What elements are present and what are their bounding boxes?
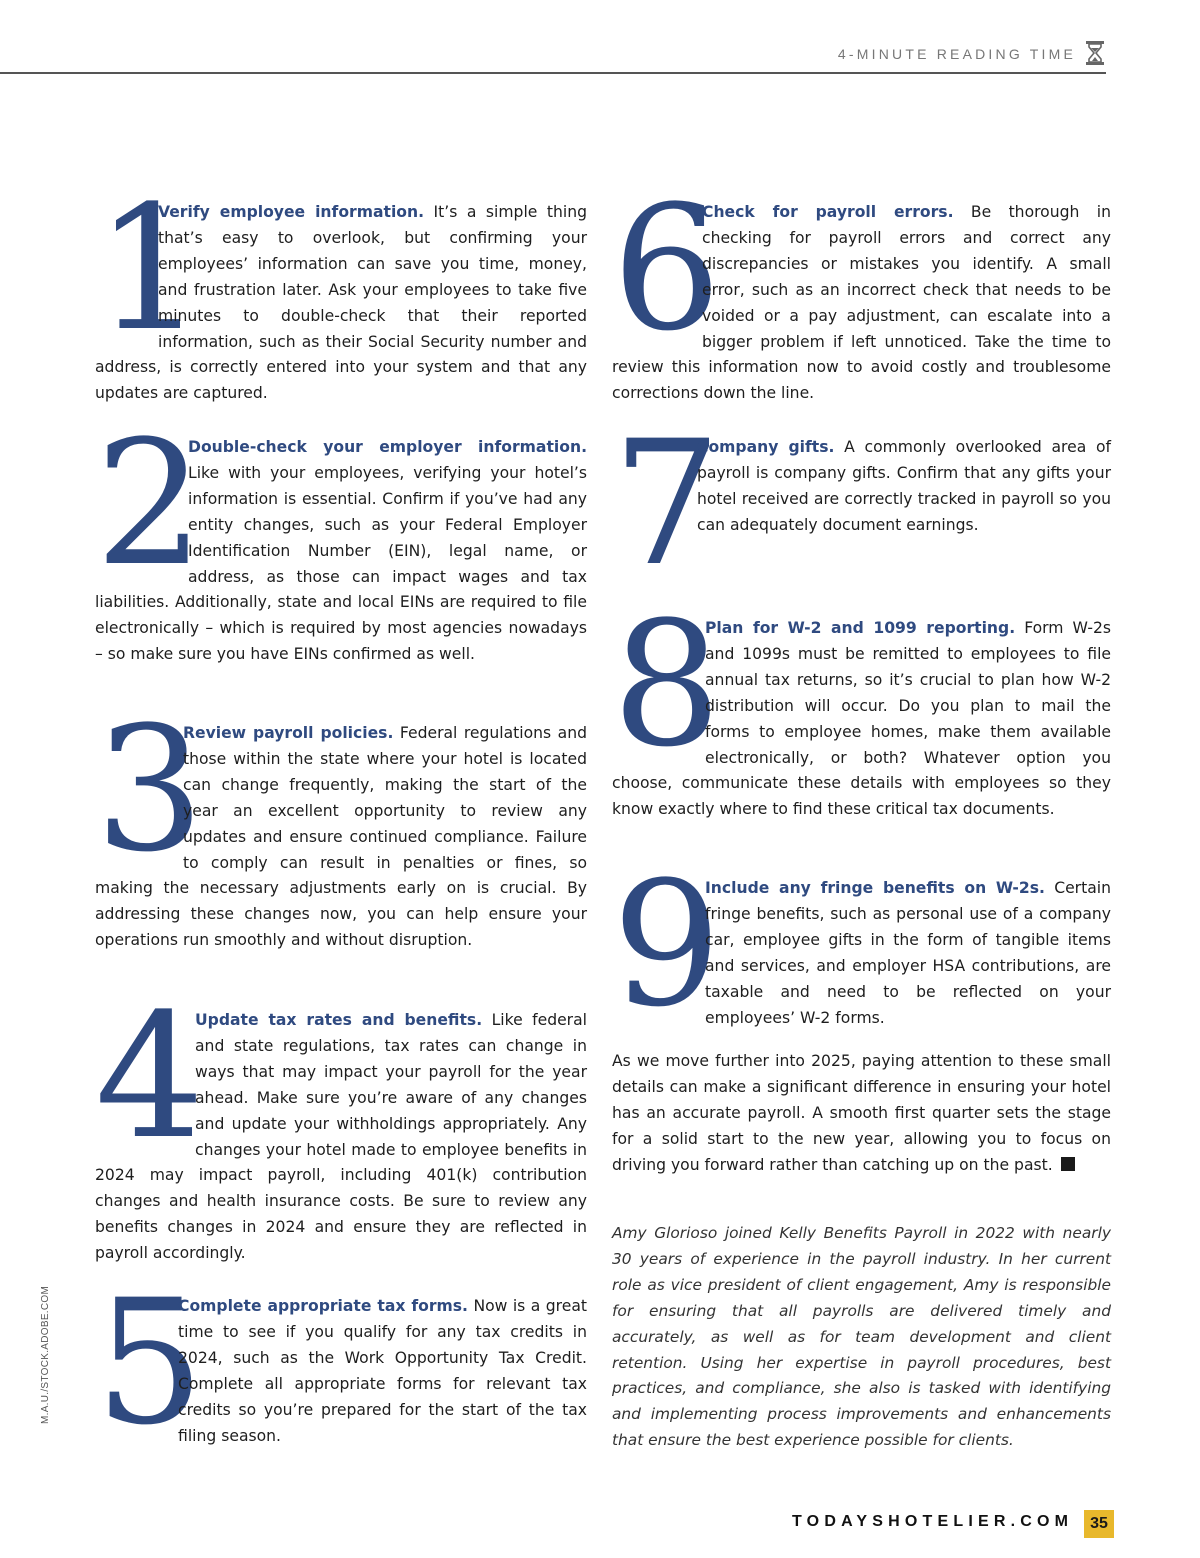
author-bio: Amy Glorioso joined Kelly Benefits Payroll in 2022 with nearly 30 years of experience in the payroll industry. In her current role as vice president of client engagement, Amy is responsible for ensuring that all payrolls are delivered timely and accurately, as well as for team development and client retention. Using her expertise in payroll procedures, best practices, and compliance, she also is tasked with identifying and implementing process improvements and enhancements that ensure the best experience possible for clients. <box>612 1224 1111 1450</box>
tip-item-3 <box>95 689 587 954</box>
tip-item-7 <box>612 403 1111 604</box>
tip-item-1 <box>95 168 587 407</box>
tip-body: Like federal and state regulations, tax rates can change in ways that may impact your payroll for the year ahead. Make sure you’re aware of any changes and update your withholdings appropriately. Any changes your hotel made to employee benefits in 2024 may impact payroll, including 401(k) contribution changes and health insurance costs. Be sure to review any benefits changes in 2024 and ensure they are reflected in payroll accordingly. <box>95 1011 587 1263</box>
big-number: 6 <box>612 168 722 369</box>
reading-time-label: 4-MINUTE READING TIME <box>837 46 1076 62</box>
big-number: 5 <box>95 1262 205 1463</box>
page-number-badge: 35 <box>1084 1510 1114 1538</box>
big-number: 4 <box>95 976 205 1177</box>
big-number: 9 <box>612 844 722 1045</box>
tip-paragraph <box>95 168 587 407</box>
tip-body: It’s a simple thing that’s easy to overlook, but confirming your employees’ information can save you time, money, and frustration later. Ask your employees to take five minutes to double-check that their reported information, such as their Social Security number and address, is correctly entered into your system and that any updates are captured. <box>95 203 587 403</box>
closing-paragraph <box>612 1049 1111 1179</box>
tip-item-2 <box>95 403 587 668</box>
tip-item-8 <box>612 584 1112 823</box>
tip-heading: Review payroll policies. <box>183 724 394 742</box>
tip-item-9 <box>612 844 1111 1045</box>
tip-heading: Update tax rates and benefits. <box>195 1011 483 1029</box>
site-url: TODAYSHOTELIER.COM <box>792 1513 1074 1530</box>
tip-heading: Include any fringe benefits on W-2s. <box>705 879 1045 897</box>
tip-body: Now is a great time to see if you qualify for any tax credits in 2024, such as the Work Opportunity Tax Credit. Complete all appropriate forms for relevant tax credits so you’re prepared for the start of the tax filing season. <box>178 1297 588 1445</box>
tip-item-6 <box>612 168 1111 407</box>
tip-heading: Company gifts. <box>697 438 835 456</box>
big-number: 7 <box>612 403 722 604</box>
end-of-article-mark <box>1061 1157 1075 1171</box>
closing-text: As we move further into 2025, paying attention to these small details can make a significant difference in ensuring your hotel has an accurate payroll. A smooth first quarter sets the stage for a solid start to the new year, allowing you to focus on driving you forward rather than catching up on the past. <box>612 1052 1111 1174</box>
tip-heading: Check for payroll errors. <box>702 203 954 221</box>
photo-credit: M.A.U./STOCK.ADOBE.COM <box>40 1285 51 1424</box>
big-number: 2 <box>95 403 205 604</box>
big-number: 3 <box>95 689 205 890</box>
tip-body: Be thorough in checking for payroll errors and correct any discrepancies or mistakes you identify. A small error, such as an incorrect check that needs to be voided or a pay adjustment, can escalate into a bigger problem if left unnoticed. Take the time to review this information now to avoid costly and troublesome corrections down the line. <box>612 203 1111 403</box>
big-number: 8 <box>612 584 722 785</box>
tip-heading: Plan for W-2 and 1099 reporting. <box>705 619 1016 637</box>
tip-body: Like with your employees, verifying your hotel’s information is essential. Confirm if you’ve had any entity changes, such as your Federal Employer Identification Number (EIN), legal name, or address, as those can impact wages and tax liabilities. Additionally, state and local EINs are required to file electronically – which is required by most agencies nowadays – so make sure you have EINs confirmed as well. <box>95 463 587 664</box>
tip-heading: Verify employee information. <box>158 203 425 221</box>
tip-body: A commonly overlooked area of payroll is company gifts. Confirm that any gifts your hotel received are correctly tracked in payroll so you can adequately document earnings. <box>697 438 1111 534</box>
big-number: 1 <box>95 168 205 369</box>
tip-body: Federal regulations and those within the state where your hotel is located can change frequently, making the start of the year an excellent opportunity to review any updates and ensure continued compliance. Failure to comply can result in penalties or fines, so making the necessary adjustments early on is crucial. By addressing these changes now, you can help ensure your operations run smoothly and without disruption. <box>95 724 587 950</box>
tip-item-4 <box>95 976 587 1267</box>
tip-body: Certain fringe benefits, such as personal use of a company car, employee gifts in the form of tangible items and services, and employer HSA contributions, are taxable and need to be reflected on your employees’ W-2 forms. <box>705 879 1111 1027</box>
hourglass-icon <box>1084 40 1106 66</box>
tip-heading: Complete appropriate tax forms. <box>178 1297 468 1315</box>
tip-item-5 <box>95 1262 588 1463</box>
tip-heading: Double-check your employer information. <box>188 438 587 456</box>
tip-body: Form W-2s and 1099s must be remitted to employees to file annual tax returns, so it’s crucial to plan how W-2 distribution will occur. Do you plan to mail the forms to employee homes, make them available electronically, or both? Whatever option you choose, communicate these details with employees so they know exactly where to find these critical tax documents. <box>612 619 1112 819</box>
header-rule <box>0 72 1106 74</box>
